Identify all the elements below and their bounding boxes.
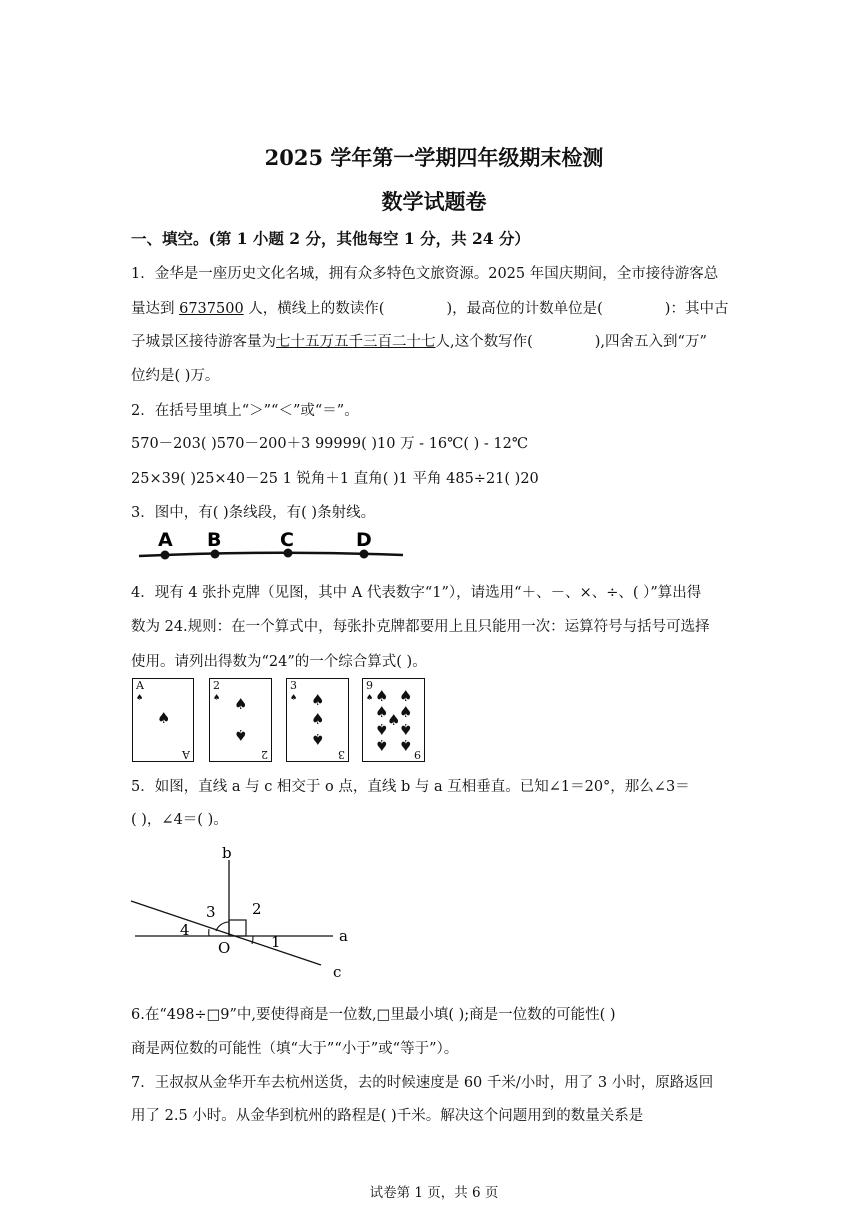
- spade-icon: ♠: [234, 726, 248, 744]
- q5-line2: ( )，∠4＝( )。: [131, 812, 228, 828]
- angle-diagram: [125, 838, 365, 983]
- q7-line2: 用了 2.5 小时。从金华到杭州的路程是( )千米。解决这个问题用到的数量关系是: [131, 1108, 644, 1124]
- spade-icon: ♠: [375, 736, 389, 754]
- label-c: c: [333, 963, 342, 981]
- spade-icon: ♠: [375, 703, 389, 721]
- page-subtitle: 数学试题卷: [381, 189, 487, 214]
- q2-line2: 570－203( )570－200＋3 99999( )10 万 - 16℃( ) - 12℃: [131, 436, 529, 452]
- q5-line1: 5．如图，直线 a 与 c 相交于 o 点，直线 b 与 a 互相垂直。已知∠1＝20°，那么∠3＝: [131, 779, 690, 795]
- label-o: O: [218, 939, 231, 957]
- card-rank-inverted: 2: [261, 748, 268, 761]
- spade-icon: ♠: [399, 687, 413, 705]
- spade-icon: ♠: [375, 687, 389, 705]
- q1-line4: 位约是( )万。: [131, 368, 220, 384]
- q3-line1: 3．图中，有( )条线段，有( )条射线。: [131, 505, 376, 521]
- q1-text-a: 量达到: [131, 301, 180, 317]
- page-title: 2025 学年第一学期四年级期末检测: [264, 145, 604, 170]
- spade-icon: ♠: [399, 736, 413, 754]
- playing-card-nine: [362, 678, 425, 762]
- spade-icon: ♠: [234, 695, 248, 713]
- playing-card-ace: [132, 678, 194, 762]
- q6-line1: 6.在“498÷□9”中,要使得商是一位数,□里最小填( );商是一位数的可能性( ): [131, 1007, 616, 1023]
- q4-line1: 4．现有 4 张扑克牌（见图，其中 A 代表数字“1”），请选用“＋、－、×、÷、( ）”算出得: [131, 585, 702, 601]
- angle-1-arc: [252, 936, 253, 944]
- card-rank: 3 ♠: [290, 679, 298, 702]
- spade-icon: ♠: [399, 703, 413, 721]
- point-c-label: C: [280, 529, 294, 551]
- spade-icon: ♠: [399, 720, 413, 738]
- spade-icon: ♠: [375, 720, 389, 738]
- q1-text-e: 子城景区接待游客量为: [131, 334, 276, 350]
- q1-text-d: )：其中古: [664, 301, 729, 317]
- playing-card-three: [286, 678, 349, 762]
- q4-line2: 数为 24.规则：在一个算式中，每张扑克牌都要用上且只能用一次：运算符号与括号可选择: [131, 619, 710, 635]
- spade-icon: ♠: [311, 730, 325, 748]
- q1-line2: [131, 297, 728, 318]
- q1-line1: 1．金华是一座历史文化名城，拥有众多特色文旅资源。2025 年国庆期间，全市接待游客总: [131, 266, 719, 282]
- right-angle-mark: [229, 920, 246, 936]
- line-segment-diagram: [131, 524, 411, 564]
- section-heading: 一、填空。(第 1 小题 2 分，其他每空 1 分，共 24 分）: [131, 229, 530, 248]
- q2-line3: 25×39( )25×40－25 1 锐角＋1 直角( )1 平角 485÷21( )20: [131, 471, 539, 487]
- q1-line3: [131, 330, 707, 351]
- q4-line3: 使用。请列出得数为“24”的一个综合算式( )。: [131, 654, 427, 670]
- q1-text-c: )，最高位的计数单位是(: [446, 301, 603, 317]
- card-rank: 9 ♠: [366, 679, 374, 702]
- point-a-label: A: [158, 529, 173, 551]
- label-angle-2: 2: [252, 900, 262, 918]
- spade-icon: ♠: [311, 691, 325, 709]
- point-d-label: D: [356, 529, 372, 551]
- label-a: a: [339, 927, 348, 945]
- card-rank: A ♠: [136, 679, 144, 702]
- q1-number-underlined: 6737500: [179, 301, 244, 317]
- point-b-label: B: [207, 529, 222, 551]
- q1-text-b: 人，横线上的数读作(: [243, 301, 385, 317]
- q7-line1: 7．王叔叔从金华开车去杭州送货，去的时候速度是 60 千米/小时，用了 3 小时，原路返回: [131, 1075, 714, 1091]
- spade-icon: ♠: [157, 709, 171, 727]
- q1-chinese-number-underlined: 七十五万五千三百二十七: [276, 334, 436, 350]
- point-a-dot: [161, 551, 170, 560]
- q6-line2: 商是两位数的可能性（填“大于”“小于”或“等于”）。: [131, 1041, 459, 1057]
- label-b: b: [222, 844, 232, 862]
- page-footer: 试卷第 1 页，共 6 页: [369, 1185, 499, 1201]
- q1-text-g: ),四舍五入到“万”: [594, 334, 707, 350]
- card-rank-inverted: A: [182, 748, 190, 761]
- card-rank-inverted: 9: [414, 748, 421, 761]
- label-angle-1: 1: [271, 933, 281, 951]
- q2-line1: 2．在括号里填上“＞”“＜”或“＝”。: [131, 403, 359, 419]
- card-rank: 2 ♠: [213, 679, 221, 702]
- spade-icon: ♠: [311, 710, 325, 728]
- label-angle-3: 3: [206, 903, 216, 921]
- label-angle-4: 4: [180, 921, 190, 939]
- playing-card-two: [209, 678, 272, 762]
- card-rank-inverted: 3: [338, 748, 345, 761]
- spade-icon: ♠: [387, 711, 401, 729]
- q1-text-f: 人,这个数写作(: [435, 334, 533, 350]
